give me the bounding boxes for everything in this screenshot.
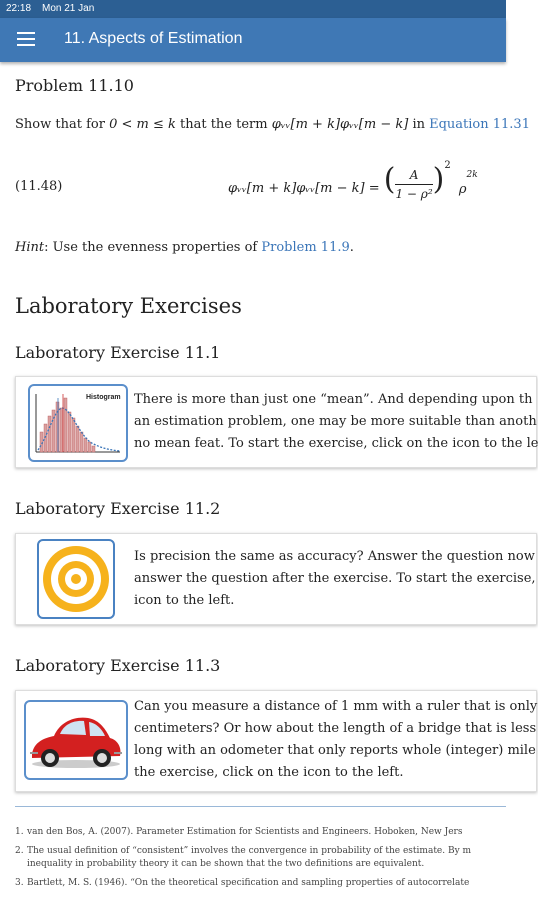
footnote-text: inequality in probability theory it can be shown that the two definitions are equivalent.: [27, 859, 425, 869]
description-line: There is more than just one “mean”. And depending upon th: [134, 392, 533, 407]
description-line: icon to the left.: [134, 593, 235, 608]
lab-exercise-card: [15, 690, 537, 792]
fraction-numerator: A: [395, 168, 432, 185]
lab-exercise-description: [134, 546, 536, 612]
problem-heading: Problem 11.10: [15, 76, 134, 95]
footnote: [15, 845, 535, 871]
footnote: [15, 826, 535, 839]
footnote-number: 3.: [15, 878, 24, 888]
hamburger-menu-icon[interactable]: [17, 32, 35, 46]
hint: [15, 240, 354, 255]
red-car-icon[interactable]: [24, 700, 128, 780]
lab-exercise-card: [15, 533, 537, 625]
problem-term: φᵥᵥ[m + k]φᵥᵥ[m − k]: [271, 117, 409, 132]
status-bar: [0, 0, 506, 18]
histogram-icon-label: Histogram: [86, 394, 121, 401]
problem-text-middle: that the term: [175, 117, 272, 132]
footnote-text: The usual definition of “consistent” involves the convergence in probability of the estimate. By m: [27, 846, 472, 856]
footnote-number: 2.: [15, 846, 24, 856]
target-icon[interactable]: [37, 539, 115, 619]
equation-11-48: [228, 162, 478, 202]
status-time: 22:18: [6, 3, 32, 14]
hint-label: Hint: [15, 240, 45, 255]
hint-text: : Use the evenness properties of: [44, 240, 262, 255]
description-line: answer the question after the exercise. To start the exercise,: [134, 571, 536, 586]
equation-rhs: ( $\frac{A}{\text{1 − ρ²}}$ )$^2$ $\rho^{2k}$: [383, 160, 478, 201]
lab-exercise-card: [15, 376, 537, 468]
equation-lhs: φᵥᵥ[m + k]φᵥᵥ[m − k] =: [228, 181, 384, 196]
footnote-text: Bartlett, M. S. (1946). “On the theoretical specification and sampling properties of autocorrelate: [27, 878, 470, 888]
section-heading: Laboratory Exercises: [15, 294, 242, 318]
fraction-denominator: 1 − ρ²: [395, 187, 433, 201]
status-date: Mon 21 Jan: [42, 3, 95, 14]
description-line: long with an odometer that only reports whole (integer) mile: [134, 743, 536, 758]
description-line: an estimation problem, one may be more suitable than anoth: [134, 414, 537, 429]
footnotes: [15, 826, 535, 896]
page-title: 11. Aspects of Estimation: [64, 30, 243, 47]
equation-number: (11.48): [15, 179, 63, 194]
description-line: Can you measure a distance of 1 mm with a ruler that is only: [134, 699, 538, 714]
rho-exponent: 2k: [466, 170, 478, 180]
problem-text-in: in: [408, 117, 430, 132]
footnote: [15, 877, 535, 890]
histogram-icon[interactable]: [28, 384, 128, 462]
lab-exercise-heading: Laboratory Exercise 11.2: [15, 499, 221, 518]
problem-statement: [15, 117, 530, 132]
equation-link[interactable]: Equation 11.31: [429, 117, 530, 132]
description-line: centimeters? Or how about the length of a bridge that is less: [134, 721, 537, 736]
rho: ρ: [458, 182, 467, 198]
lab-exercise-description: [134, 696, 537, 784]
lab-exercise-heading: Laboratory Exercise 11.3: [15, 656, 221, 675]
footnote-text: van den Bos, A. (2007). Parameter Estimation for Scientists and Engineers. Hoboken, New Jers: [27, 827, 463, 837]
footnote-divider: [15, 806, 506, 807]
hint-end: .: [349, 240, 354, 255]
problem-condition: 0 < m ≤ k: [109, 117, 176, 132]
hint-link[interactable]: Problem 11.9: [261, 240, 350, 255]
content-area[interactable]: [0, 62, 538, 900]
lab-exercise-description: [134, 389, 538, 455]
app-bar: [0, 18, 506, 62]
exponent-outer: 2: [444, 160, 451, 171]
description-line: no mean feat. To start the exercise, click on the icon to the le: [134, 436, 538, 451]
lab-exercise-heading: Laboratory Exercise 11.1: [15, 343, 221, 362]
problem-text-prefix: Show that for: [15, 117, 110, 132]
description-line: Is precision the same as accuracy? Answer the question now: [134, 549, 535, 564]
description-line: the exercise, click on the icon to the left.: [134, 765, 404, 780]
footnote-number: 1.: [15, 827, 24, 837]
